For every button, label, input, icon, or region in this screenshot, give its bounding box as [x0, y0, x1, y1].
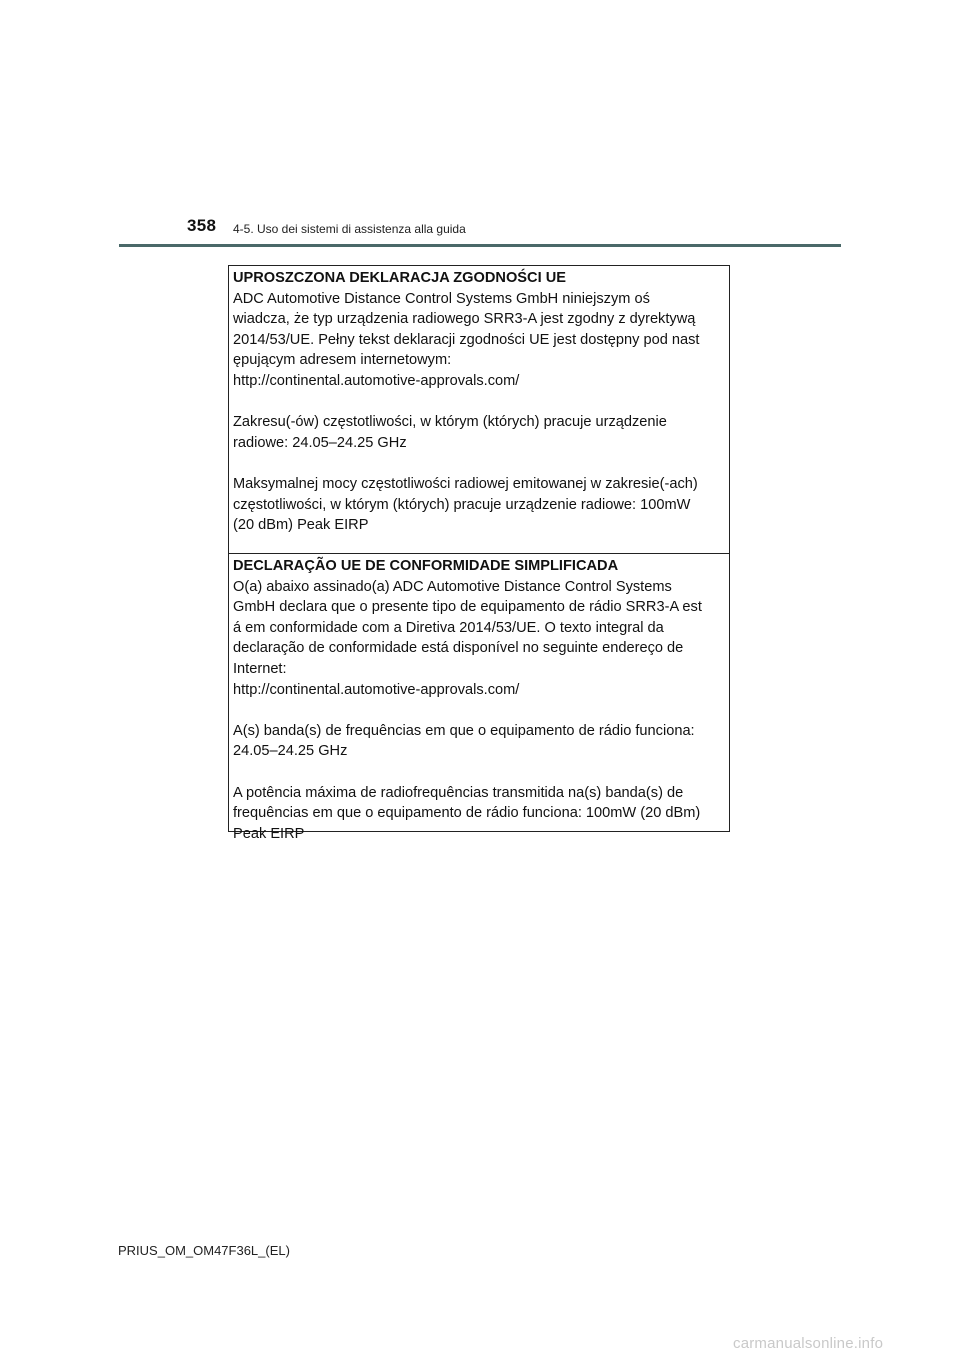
declaration-box — [228, 265, 730, 842]
declaration-line: O(a) abaixo assinado(a) ADC Automotive Distance Control Systems — [233, 578, 672, 595]
power-line: frequências em que o equipamento de rádio funciona: 100mW (20 dBm) — [233, 805, 701, 822]
declaration-line: 2014/53/UE. Pełny tekst deklaracji zgodności UE jest dostępny pod nast — [233, 331, 700, 348]
power-line: A potência máxima de radiofrequências transmitida na(s) banda(s) de — [233, 784, 684, 801]
power-line: Peak EIRP — [233, 825, 305, 842]
declaration-url: http://continental.automotive-approvals.com/ — [233, 372, 520, 389]
declaration-url: http://continental.automotive-approvals.com/ — [233, 681, 520, 698]
declaration-portuguese — [229, 554, 729, 842]
power-line: Maksymalnej mocy częstotliwości radiowej emitowanej w zakresie(-ach) — [233, 475, 698, 492]
declaration-line: declaração de conformidade está disponível no seguinte endereço de — [233, 640, 684, 657]
watermark: carmanualsonline.info — [733, 1335, 884, 1352]
paragraph-gap — [233, 453, 725, 474]
declaration-polish — [229, 266, 729, 554]
frequency-line: A(s) banda(s) de frequências em que o equipamento de rádio funciona: — [233, 722, 695, 739]
declaration-line: GmbH declara que o presente tipo de equipamento de rádio SRR3-A est — [233, 599, 702, 616]
frequency-line: radiowe: 24.05–24.25 GHz — [233, 434, 407, 451]
paragraph-gap — [233, 700, 725, 721]
declaration-line: á em conformidade com a Diretiva 2014/53/UE. O texto integral da — [233, 619, 664, 636]
frequency-line: 24.05–24.25 GHz — [233, 743, 348, 760]
section-title: 4-5. Uso dei sistemi di assistenza alla guida — [233, 222, 466, 236]
power-line: częstotliwości, w którym (których) pracuje urządzenie radiowe: 100mW — [233, 496, 691, 513]
document-code: PRIUS_OM_OM47F36L_(EL) — [118, 1243, 290, 1258]
power-line: (20 dBm) Peak EIRP — [233, 517, 369, 534]
declaration-line: ADC Automotive Distance Control Systems GmbH niniejszym oś — [233, 290, 650, 307]
frequency-line: Zakresu(-ów) częstotliwości, w którym (których) pracuje urządzenie — [233, 414, 667, 431]
declaration-line: Internet: — [233, 660, 287, 677]
page-header — [0, 0, 960, 250]
paragraph-gap — [233, 392, 725, 413]
paragraph-gap — [233, 762, 725, 783]
header-divider — [119, 244, 841, 247]
page-number: 358 — [187, 216, 217, 235]
declaration-heading: DECLARAÇÃO UE DE CONFORMIDADE SIMPLIFICADA — [233, 558, 619, 574]
declaration-line: ępującym adresem internetowym: — [233, 352, 452, 369]
declaration-heading: UPROSZCZONA DEKLARACJA ZGODNOŚCI UE — [233, 270, 566, 286]
declaration-line: wiadcza, że typ urządzenia radiowego SRR3-A jest zgodny z dyrektywą — [233, 311, 696, 328]
